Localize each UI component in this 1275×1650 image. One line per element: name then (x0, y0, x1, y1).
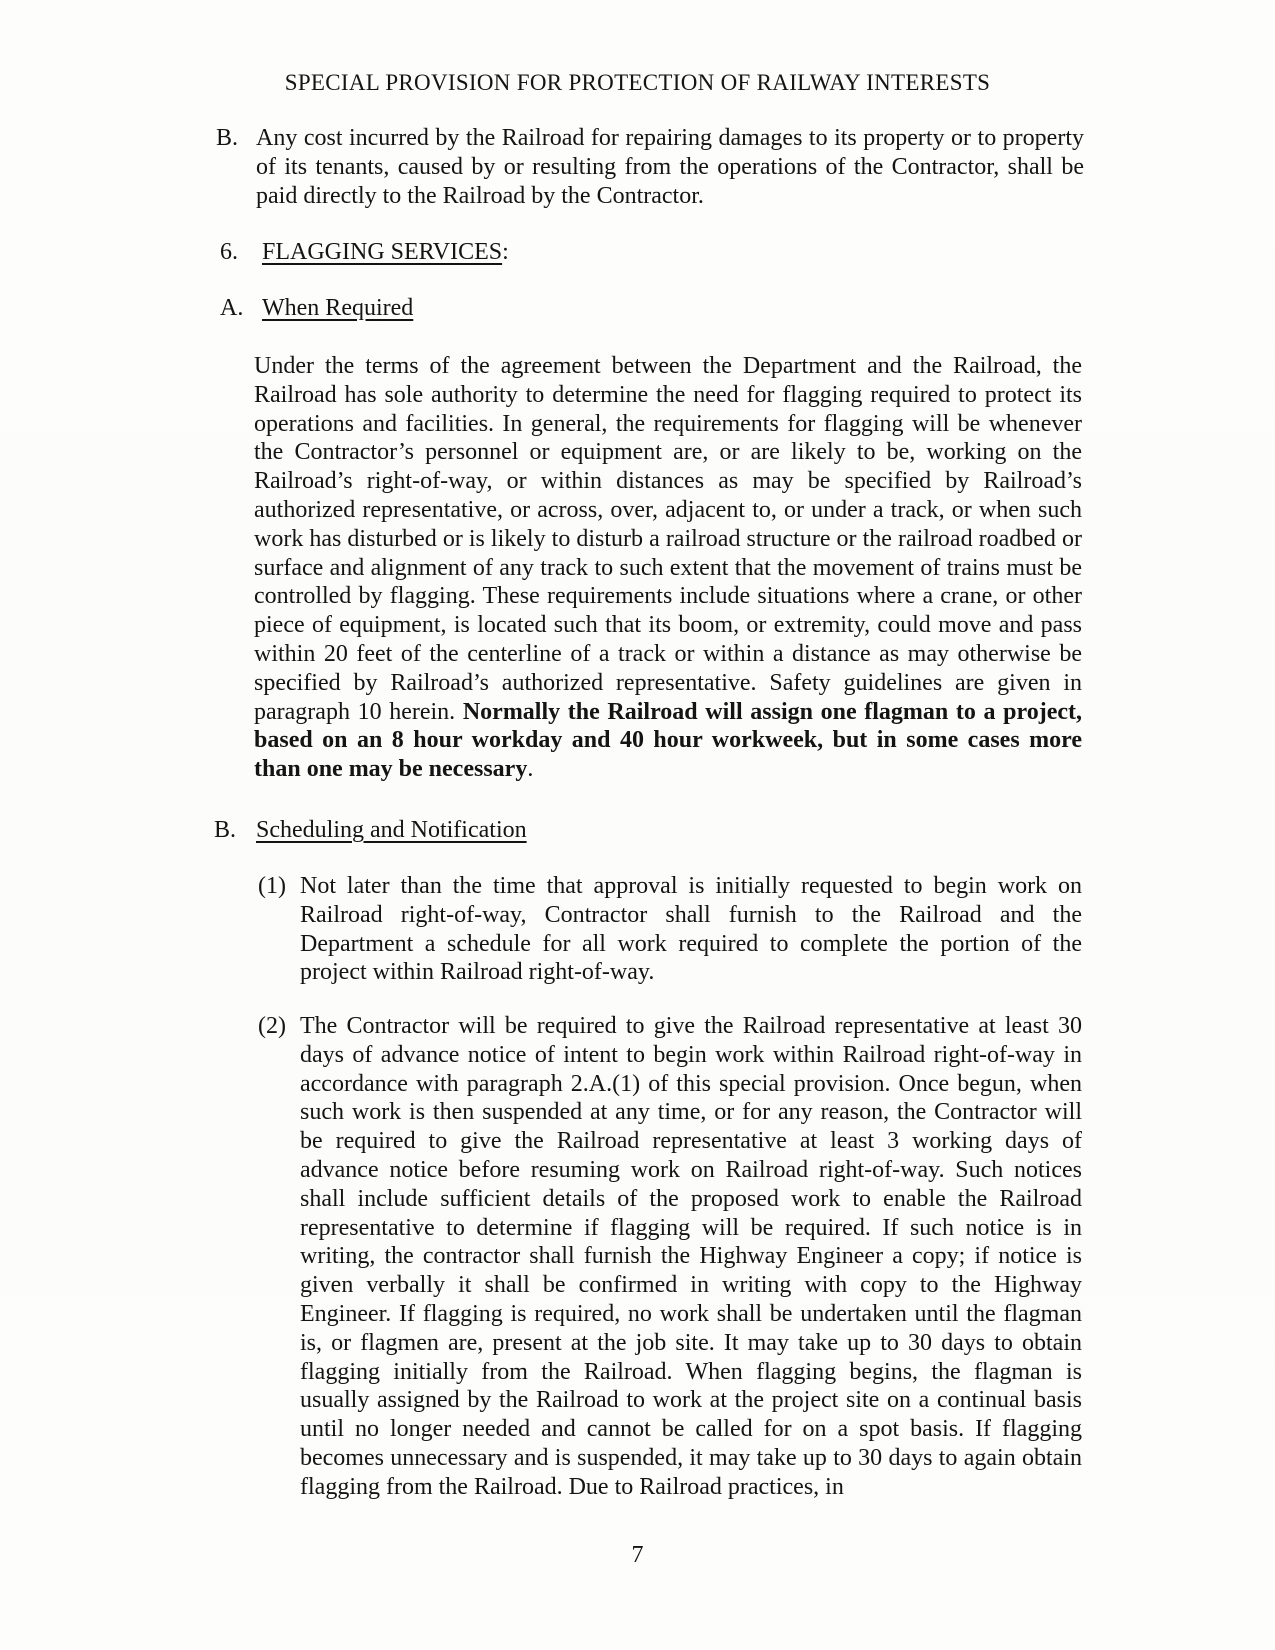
list-item-1 (258, 872, 1082, 987)
clause-b-damages (216, 124, 1124, 210)
clause-b-damages-label: B. (216, 125, 239, 151)
subsection-a-title-line (262, 294, 413, 323)
when-required-paragraph-normal: Under the terms of the agreement between the Department and the Railroad, the Railroad has sole authority to determine the need for flagging required to protect its operations and facilities. In general, the requirements for flagging will be whenever the Contractor’s personnel or equipment are, or are likely to be, working on the Railroad’s right-of-way, or within distances as may be specified by Railroad’s authorized representative, or across, over, adjacent to, or under a track, or when such work has disturbed or is likely to disturb a railroad structure or the railroad roadbed or surface and alignment of any track to such extent that the movement of trains must be controlled by flagging. These requirements include situations where a crane, or other piece of equipment, is located such that its boom, or extremity, could move and pass within 20 feet of the centerline of a track or within a distance as may otherwise be specified by Railroad’s authorized representative. Safety guidelines are given in paragraph 10 herein. (254, 353, 1082, 725)
subsection-b-title-line (256, 816, 527, 845)
when-required-paragraph-bold: Normally the Railroad will assign one flagman to a project, based on an 8 hour workday and 40 hour workweek, but in some cases more than one may be necessary (254, 698, 1082, 783)
document-title: SPECIAL PROVISION FOR PROTECTION OF RAILWAY INTERESTS (284, 70, 991, 95)
subsection-a-title: When Required (262, 295, 414, 321)
subsection-b-title: Scheduling and Notification (256, 817, 527, 843)
subsection-a-label: A. (220, 295, 244, 321)
clause-b-damages-text: Any cost incurred by the Railroad for repairing damages to its property or to property of its tenants, caused by or resulting from the operations of the Contractor, shall be paid directly to the Railroad by the Contractor. (256, 125, 1084, 209)
page-number: 7 (631, 1542, 644, 1568)
list-item-2 (258, 1012, 1082, 1502)
when-required-paragraph (254, 352, 1082, 784)
list-item-1-label: (1) (258, 873, 286, 899)
list-item-1-text: Not later than the time that approval is initially requested to begin work on Railroad right-of-way, Contractor shall furnish to the Railroad and the Department a schedule for all work required to complete the portion of the project within Railroad right-of-way. (300, 873, 1082, 986)
section-6-heading (220, 238, 509, 267)
section-6-title: FLAGGING SERVICES (262, 239, 503, 265)
when-required-paragraph-tail: . (527, 756, 534, 783)
subsection-b-heading (214, 816, 527, 845)
subsection-a-heading (220, 294, 413, 323)
list-item-2-text: The Contractor will be required to give the Railroad representative at least 30 days of advance notice of intent to begin work within Railroad right-of-way in accordance with paragraph 2.A.(1) of this special provision. Once begun, when such work is then suspended at any time, or for any reason, the Contractor will be required to give the Railroad representative at least 3 working days of advance notice before resuming work on Railroad right-of-way. Such notices shall include sufficient details of the proposed work to enable the Railroad representative to determine if flagging will be required. If such notice is in writing, the contractor shall furnish the Highway Engineer a copy; if notice is given verbally it shall be confirmed in writing with copy to the Highway Engineer. If flagging is required, no work shall be undertaken until the flagman is, or flagmen are, present at the job site. It may take up to 30 days to obtain flagging initially from the Railroad. When flagging begins, the flagman is usually assigned by the Railroad to work at the project site on a continual basis until no longer needed and cannot be called for on a spot basis. If flagging becomes unnecessary and is suspended, it may take up to 30 days to again obtain flagging from the Railroad. Due to Railroad practices, in (300, 1013, 1082, 1500)
section-6-title-line (262, 238, 509, 267)
section-6-number: 6. (220, 239, 238, 265)
subsection-b-label: B. (214, 817, 237, 843)
section-6-title-colon: : (502, 239, 509, 265)
list-item-2-label: (2) (258, 1013, 286, 1039)
